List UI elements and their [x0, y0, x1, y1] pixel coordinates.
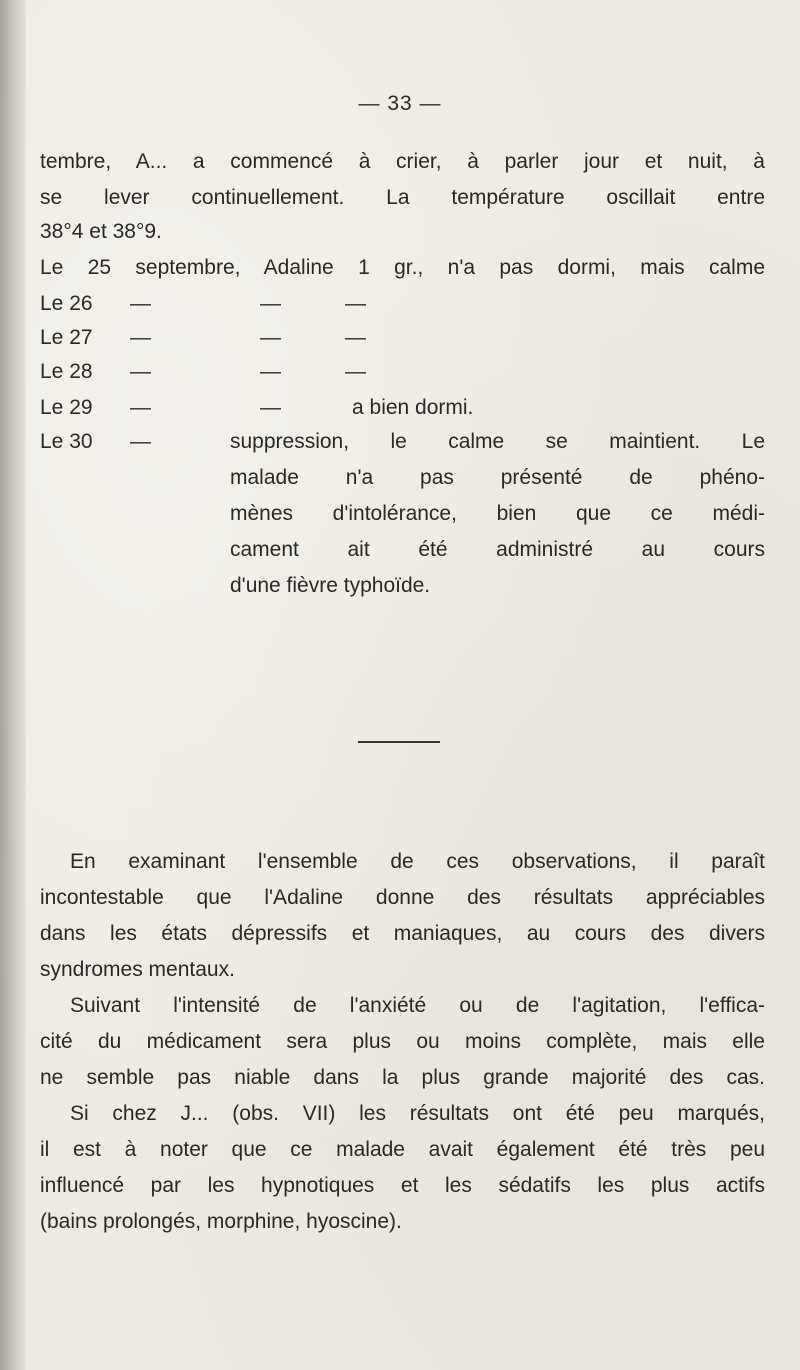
ditto-dash: —	[260, 326, 281, 349]
page-number: — 33 —	[358, 92, 442, 115]
body-line: il est à noter que ce malade avait également été très peu	[40, 1138, 765, 1161]
body-line: dans les états dépressifs et maniaques, au cours des divers	[40, 922, 765, 945]
body-line: (bains prolongés, morphine, hyoscine).	[40, 1210, 402, 1233]
ditto-dash: —	[345, 326, 366, 349]
body-line: Suivant l'intensité de l'anxiété ou de l'agitation, l'effica-	[70, 994, 765, 1017]
log-date: Le 28	[40, 360, 93, 383]
log-date: Le 26	[40, 292, 93, 315]
ditto-dash: —	[345, 292, 366, 315]
ditto-dash: —	[130, 396, 151, 419]
intro-line: tembre, A... a commencé à crier, à parler jour et nuit, à	[40, 150, 765, 173]
log-first-entry: Le 25 septembre, Adaline 1 gr., n'a pas dormi, mais calme	[40, 256, 765, 279]
body-line: Si chez J... (obs. VII) les résultats ont été peu marqués,	[70, 1102, 765, 1125]
ditto-dash: —	[130, 430, 151, 453]
ditto-dash: —	[260, 292, 281, 315]
log-date: Le 27	[40, 326, 93, 349]
body-line: incontestable que l'Adaline donne des résultats appréciables	[40, 886, 765, 909]
ditto-dash: —	[130, 360, 151, 383]
body-line: En examinant l'ensemble de ces observations, il paraît	[70, 850, 765, 873]
ditto-dash: —	[130, 326, 151, 349]
log-note: d'une fièvre typhoïde.	[230, 574, 431, 597]
section-divider	[358, 741, 440, 743]
body-line: syndromes mentaux.	[40, 958, 235, 981]
log-note: cament ait été administré au cours	[230, 538, 765, 561]
body-line: influencé par les hypnotiques et les sédatifs les plus actifs	[40, 1174, 765, 1197]
log-date: Le 30	[40, 430, 93, 453]
log-note: malade n'a pas présenté de phéno-	[230, 466, 765, 489]
log-note: suppression, le calme se maintient. Le	[230, 430, 765, 453]
log-note: a bien dormi.	[352, 396, 474, 419]
intro-line: se lever continuellement. La température oscillait entre	[40, 186, 765, 209]
ditto-dash: —	[260, 396, 281, 419]
log-date: Le 29	[40, 396, 93, 419]
page-binding-shadow	[0, 0, 26, 1370]
ditto-dash: —	[260, 360, 281, 383]
ditto-dash: —	[130, 292, 151, 315]
body-line: cité du médicament sera plus ou moins complète, mais elle	[40, 1030, 765, 1053]
log-note: mènes d'intolérance, bien que ce médi-	[230, 502, 765, 525]
intro-line: 38°4 et 38°9.	[40, 220, 162, 243]
ditto-dash: —	[345, 360, 366, 383]
body-line: ne semble pas niable dans la plus grande majorité des cas.	[40, 1066, 765, 1089]
